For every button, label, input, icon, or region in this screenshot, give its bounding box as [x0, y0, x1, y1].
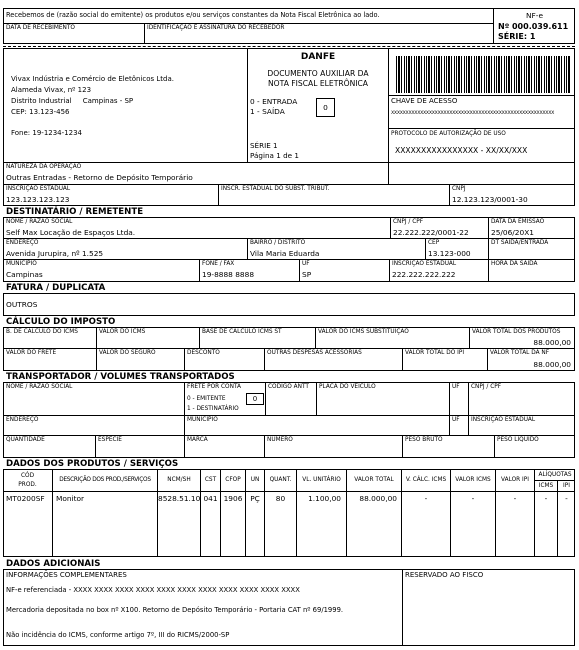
header-un: UN — [250, 477, 260, 483]
header-cst: CST — [204, 477, 217, 483]
state-reg-label: INSCRIÇÃO ESTADUAL — [6, 186, 71, 192]
city-value: Campinas — [6, 270, 43, 279]
header-quant: QUANT. — [269, 477, 292, 483]
aliq-sep — [534, 480, 575, 481]
carrier-name-label: NOME / RAZÃO SOCIAL — [6, 384, 73, 390]
tax-nf-value: 88.000,00 — [533, 360, 571, 369]
row-bc: - — [424, 494, 428, 503]
volume-qty-label: QUANTIDADE — [6, 437, 45, 443]
header-icms: VALOR ICMS — [455, 477, 491, 483]
invoice-section-title: FATURA / DUPLICATA — [6, 283, 106, 293]
header-cod-2: PROD. — [18, 482, 37, 488]
volume-species-label: ESPÉCIE — [98, 437, 122, 443]
fisco-box — [402, 569, 575, 646]
danfe-page: Página 1 de 1 — [250, 151, 299, 160]
row-aliq-icms: - — [544, 494, 548, 503]
danfe-entrada: 0 - ENTRADA — [250, 97, 298, 106]
city-label: MUNICÍPIO — [6, 261, 37, 267]
district-value: Vila Maria Eduarda — [250, 249, 320, 258]
nfe-number: Nº 000.039.611 — [498, 22, 569, 31]
tax-st-label: VALOR DO ICMS SUBSTITUIÇÃO — [318, 329, 409, 335]
row-cfop: 1906 — [223, 494, 243, 503]
carrier-freight-value-box: 0 — [246, 393, 264, 405]
phone-label: FONE / FAX — [202, 261, 235, 267]
products-section-title: DADOS DOS PRODUTOS / SERVIÇOS — [6, 459, 179, 469]
tax-other-label: OUTRAS DESPESAS ACESSÓRIAS — [267, 350, 362, 356]
carrier-city-box — [184, 415, 450, 436]
access-key-value: XXXXXXXXXXXXXXXXXXXXXXXXXXXXXXXXXXXXXXXXXXXXXXXXXXXXXXXX — [391, 111, 555, 116]
tax-bc-icms-label: B. DE CÁLCULO DO ICMS — [6, 329, 78, 335]
issue-date-value: 25/06/20X1 — [491, 228, 534, 237]
header-cod-1: CÓD — [20, 473, 35, 479]
recipient-name-value: Self Max Locação de Espaços Ltda. — [6, 228, 136, 237]
carrier-cnpj-label: CNPJ / CPF — [471, 384, 502, 390]
additional-info-label: INFORMAÇÕES COMPLEMENTARES — [6, 571, 127, 579]
additional-info-line-1: NF-e referenciada - XXXX XXXX XXXX XXXX XXXX XXXX XXXX XXXX XXXX XXXX XXXX — [6, 586, 300, 594]
uf-label: UF — [302, 261, 310, 267]
carrier-uf2-label: UF — [452, 417, 460, 423]
emitente-address: Alameda Vivax, nº 123 — [11, 86, 92, 94]
protocol-value: XXXXXXXXXXXXXXXX - XX/XX/XXX — [395, 146, 528, 155]
carrier-address-label: ENDEREÇO — [6, 417, 39, 423]
header-bc: V. CÁLC. ICMS — [405, 477, 447, 483]
additional-section-title: DADOS ADICIONAIS — [6, 559, 101, 569]
operation-label: NATUREZA DA OPERAÇÃO — [6, 164, 82, 170]
nfe-label: NF-e — [526, 11, 543, 20]
header-aliq: ALÍQUOTAS — [538, 472, 572, 478]
tax-icms-label: VALOR DO ICMS — [99, 329, 146, 335]
header-desc: DESCRIÇÃO DOS PROD./SERVIÇOS — [59, 477, 151, 483]
cep-label: CEP — [428, 240, 440, 246]
tax-products-label: VALOR TOTAL DOS PRODUTOS — [472, 329, 561, 335]
phone-value: 19-8888 8888 — [202, 270, 255, 279]
carrier-freight-label: FRETE POR CONTA — [187, 384, 242, 390]
row-quant: 80 — [275, 494, 286, 503]
cep-value: 13.123-000 — [428, 249, 471, 258]
header-unit: VL. UNITÁRIO — [302, 477, 341, 483]
carrier-ie-label: INSCRIÇÃO ESTADUAL — [471, 417, 536, 423]
invoice-box — [3, 293, 575, 316]
volume-brand-label: MARCA — [187, 437, 208, 443]
recipient-section-title: DESTINATÁRIO / REMETENTE — [6, 207, 144, 217]
fisco-label: RESERVADO AO FISCO — [405, 571, 484, 579]
emitente-cep: CEP: 13.123-456 — [11, 108, 70, 116]
carrier-freight-emitente: 0 - EMITENTE — [187, 396, 226, 402]
cnpj-label: CNPJ — [452, 186, 466, 192]
date-received-label: DATA DE RECEBIMENTO — [6, 25, 75, 31]
header-ipi: VALOR IPI — [501, 477, 529, 483]
operation-value: Outras Entradas - Retorno de Depósito Temporário — [6, 173, 193, 182]
operation-blank — [388, 162, 575, 185]
invoice-value: OUTROS — [6, 300, 38, 309]
address-label: ENDEREÇO — [6, 240, 39, 246]
row-cst: 041 — [203, 494, 218, 503]
carrier-freight-destinatario: 1 - DESTINATÁRIO — [187, 406, 239, 412]
recipient-ie-label: INSCRIÇÃO ESTADUAL — [392, 261, 457, 267]
emitente-name: Vivax Indústria e Comércio de Eletônicos Ltda. — [11, 75, 175, 83]
address-value: Avenida Jurupira, nº 1.525 — [6, 249, 104, 258]
header-aliq-icms: ICMS — [538, 483, 554, 489]
carrier-antt-label: CÓDIGO ANTT — [268, 384, 309, 390]
nfe-serie: SÉRIE: 1 — [498, 32, 536, 41]
exit-date-label: DT SAÍDA/ENTRADA — [491, 240, 549, 246]
uf-value: SP — [302, 270, 312, 279]
tax-discount-label: DESCONTO — [187, 350, 220, 356]
recipient-cnpj-label: CNPJ / CPF — [393, 219, 424, 225]
carrier-section-title: TRANSPORTADOR / VOLUMES TRANSPORTADOS — [6, 372, 235, 382]
row-ncm: 8528.51.10 — [158, 494, 201, 503]
volume-gross-label: PESO BRUTO — [405, 437, 443, 443]
danfe-type-box: 0 — [316, 98, 335, 117]
danfe-title: DANFE — [300, 52, 336, 62]
header-aliq-ipi: IPI — [563, 483, 570, 489]
row-desc: Monitor — [56, 494, 85, 503]
row-aliq-ipi: - — [565, 494, 568, 503]
recipient-name-label: NOME / RAZÃO SOCIAL — [6, 219, 73, 225]
volume-number-label: NÚMERO — [267, 437, 293, 443]
access-key-label: CHAVE DE ACESSO — [391, 97, 458, 105]
st-state-reg-label: INSCR. ESTADUAL DO SUBST. TRIBUT. — [221, 186, 330, 192]
emitente-district: Distrito Industrial Campinas - SP — [11, 97, 134, 105]
row-icms: - — [471, 494, 475, 503]
issue-date-label: DATA DA EMISSÃO — [491, 219, 545, 225]
canhoto-text: Recebemos de (razão social do emitente) os produtos e/ou serviços constantes da Nota Fiscal Eletrônica ao lado. — [6, 11, 380, 19]
state-reg-value: 123.123.123.123 — [6, 195, 70, 204]
danfe-saida: 1 - SAÍDA — [250, 107, 285, 116]
header-total: VALOR TOTAL — [354, 477, 394, 483]
tax-insurance-label: VALOR DO SEGURO — [99, 350, 156, 356]
row-total: 88.000,00 — [359, 494, 397, 503]
row-ipi: - — [513, 494, 517, 503]
tax-freight-label: VALOR DO FRETE — [6, 350, 57, 356]
emitente-phone: Fone: 19-1234-1234 — [11, 129, 82, 137]
danfe-subtitle-2: NOTA FISCAL ELETRÔNICA — [267, 79, 369, 88]
carrier-city-label: MUNICÍPIO — [187, 417, 218, 423]
cnpj-value: 12.123.123/0001-30 — [452, 195, 528, 204]
tax-ipi-label: VALOR TOTAL DO IPI — [405, 350, 465, 356]
additional-info-line-3: Não incidência do ICMS, conforme artigo 7º, III do RICMS/2000-SP — [6, 631, 230, 639]
tax-section-title: CÁLCULO DO IMPOSTO — [6, 317, 116, 327]
exit-time-label: HORA DA SAÍDA — [491, 261, 538, 267]
cut-line — [3, 46, 575, 47]
protocol-label: PROTOCOLO DE AUTORIZAÇÃO DE USO — [391, 131, 506, 137]
recipient-cnpj-value: 22.222.222/0001-22 — [393, 228, 469, 237]
row-unit: 1.100,00 — [308, 494, 341, 503]
carrier-uf-label: UF — [452, 384, 460, 390]
col-sep — [557, 480, 558, 557]
danfe-serie: SÉRIE 1 — [250, 141, 278, 150]
header-cfop: CFOP — [225, 477, 241, 483]
tax-bc-st-label: BASE DE CÁLCULO ICMS ST — [202, 329, 282, 335]
barcode — [396, 56, 570, 93]
district-label: BAIRRO / DISTRITO — [250, 240, 306, 246]
tax-nf-label: VALOR TOTAL DA NF — [490, 350, 550, 356]
recipient-ie-value: 222.222.222.222 — [392, 270, 456, 279]
header-ncm: NCM/SH — [167, 477, 191, 483]
receiver-signature-label: IDENTIFICAÇÃO E ASSINATURA DO RECEBEDOR — [147, 25, 285, 31]
uf-box — [299, 259, 390, 282]
row-un: PÇ — [250, 494, 260, 503]
additional-info-line-2: Mercadoria depositada no box nº X100. Retorno de Depósito Temporário - Portaria CAT nº 69/1999. — [6, 606, 344, 614]
volume-net-label: PESO LÍQUIDO — [497, 437, 539, 443]
tax-products-value: 88.000,00 — [533, 338, 571, 347]
row-cod: MT0200SF — [6, 494, 45, 503]
danfe-subtitle-1: DOCUMENTO AUXILIAR DA — [267, 69, 369, 78]
carrier-plate-label: PLACA DO VEÍCULO — [319, 384, 376, 390]
